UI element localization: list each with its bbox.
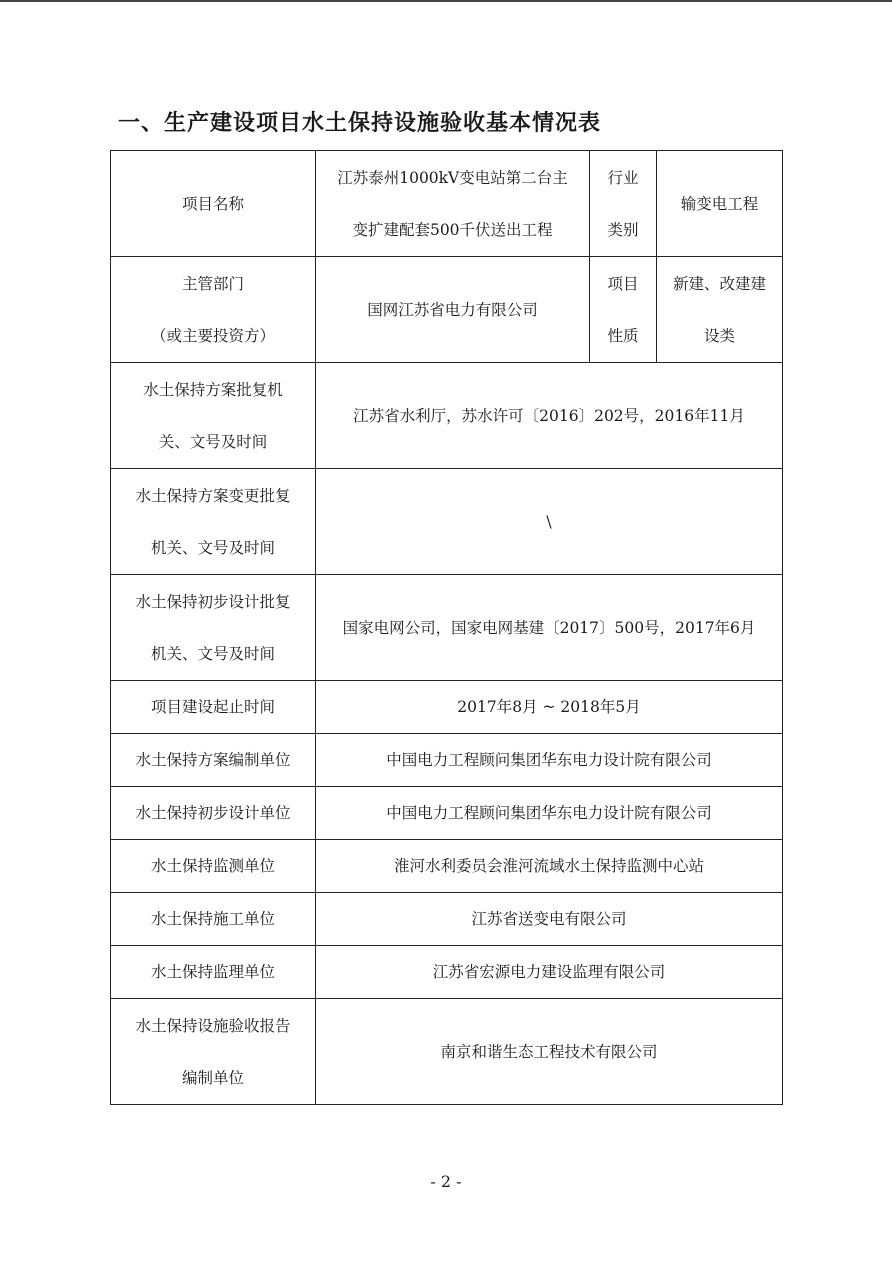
plan-unit-value: 中国电力工程顾问集团华东电力设计院有限公司 [316, 734, 783, 787]
project-name-value: 江苏泰州1000kV变电站第二台主 变扩建配套500千伏送出工程 [316, 151, 590, 257]
row-construction-period [111, 681, 783, 734]
build-unit-label: 水土保持施工单位 [111, 893, 316, 946]
row-report-unit [111, 999, 783, 1105]
row-plan-change [111, 469, 783, 575]
row-supervise-unit [111, 946, 783, 999]
row-monitor-unit [111, 840, 783, 893]
project-name-label: 项目名称 [111, 151, 316, 257]
report-unit-label: 水土保持设施验收报告 编制单位 [111, 999, 316, 1105]
row-project-name [111, 151, 783, 257]
monitor-unit-label: 水土保持监测单位 [111, 840, 316, 893]
design-unit-value: 中国电力工程顾问集团华东电力设计院有限公司 [316, 787, 783, 840]
project-nature-label: 项目 性质 [590, 257, 657, 363]
acceptance-info-table [110, 150, 783, 1105]
supervise-unit-label: 水土保持监理单位 [111, 946, 316, 999]
design-unit-label: 水土保持初步设计单位 [111, 787, 316, 840]
top-border-line [0, 0, 892, 2]
construction-period-value: 2017年8月 ~ 2018年5月 [316, 681, 783, 734]
department-label: 主管部门 （或主要投资方） [111, 257, 316, 363]
industry-category-value: 输变电工程 [657, 151, 783, 257]
design-approval-value: 国家电网公司，国家电网基建〔2017〕500号，2017年6月 [316, 575, 783, 681]
page-title: 一、生产建设项目水土保持设施验收基本情况表 [118, 111, 602, 136]
row-department [111, 257, 783, 363]
row-design-approval [111, 575, 783, 681]
row-plan-unit [111, 734, 783, 787]
page-number: - 2 - [430, 1172, 462, 1191]
industry-category-label: 行业 类别 [590, 151, 657, 257]
plan-unit-label: 水土保持方案编制单位 [111, 734, 316, 787]
row-design-unit [111, 787, 783, 840]
plan-change-value: \ [316, 469, 783, 575]
construction-period-label: 项目建设起止时间 [111, 681, 316, 734]
plan-approval-value: 江苏省水利厅，苏水许可〔2016〕202号，2016年11月 [316, 363, 783, 469]
department-value: 国网江苏省电力有限公司 [316, 257, 590, 363]
report-unit-value: 南京和谐生态工程技术有限公司 [316, 999, 783, 1105]
plan-approval-label: 水土保持方案批复机 关、文号及时间 [111, 363, 316, 469]
row-plan-approval [111, 363, 783, 469]
plan-change-label: 水土保持方案变更批复 机关、文号及时间 [111, 469, 316, 575]
row-build-unit [111, 893, 783, 946]
monitor-unit-value: 淮河水利委员会淮河流域水土保持监测中心站 [316, 840, 783, 893]
design-approval-label: 水土保持初步设计批复 机关、文号及时间 [111, 575, 316, 681]
project-nature-value: 新建、改建建 设类 [657, 257, 783, 363]
build-unit-value: 江苏省送变电有限公司 [316, 893, 783, 946]
supervise-unit-value: 江苏省宏源电力建设监理有限公司 [316, 946, 783, 999]
